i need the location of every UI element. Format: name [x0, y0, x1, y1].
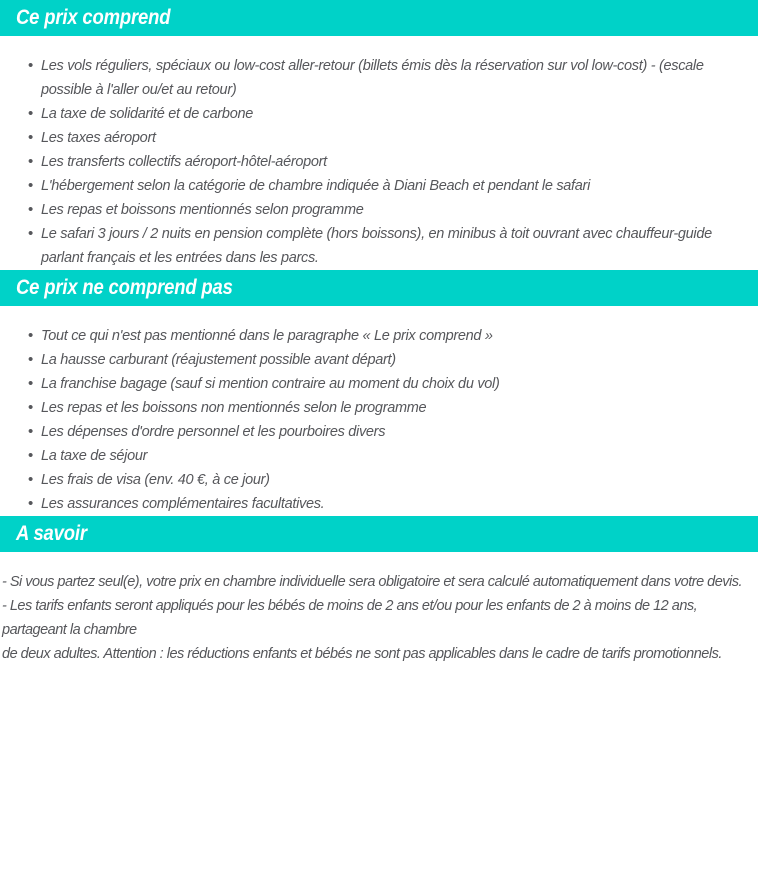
section-price-includes [0, 0, 758, 270]
note-paragraph: de deux adultes. Attention : les réductions enfants et bébés ne sont pas applicables dans le cadre de tarifs promotionnels. [2, 646, 722, 662]
note-paragraph: - Si vous partez seul(e), votre prix en chambre individuelle sera obligatoire et sera calculé automatiquement dans votre devis. [2, 574, 743, 590]
section-good-to-know [0, 516, 758, 666]
section-title: A savoir [16, 522, 87, 545]
good-to-know-text [0, 552, 758, 666]
price-includes-list [0, 36, 758, 270]
list-item: • Les frais de visa (env. 40 €, à ce jour) [41, 468, 738, 492]
section-header-bar [0, 516, 758, 552]
list-item: • Les repas et boissons mentionnés selon programme [41, 198, 738, 222]
price-excludes-list [0, 306, 758, 516]
list-item: • L'hébergement selon la catégorie de chambre indiquée à Diani Beach et pendant le safari [41, 174, 738, 198]
list-item: • Tout ce qui n'est pas mentionné dans le paragraphe « Le prix comprend » [41, 324, 738, 348]
list-item: • La taxe de solidarité et de carbone [41, 102, 738, 126]
list-item: • Les transferts collectifs aéroport-hôtel-aéroport [41, 150, 738, 174]
list-item: • Les repas et les boissons non mentionnés selon le programme [41, 396, 738, 420]
section-header-bar [0, 270, 758, 306]
section-title: Ce prix ne comprend pas [16, 276, 233, 299]
list-item: • La taxe de séjour [41, 444, 738, 468]
list-item: • Le safari 3 jours / 2 nuits en pension complète (hors boissons), en minibus à toit ouvrant avec chauffeur-guide parlant français et les entrées dans les parcs. [41, 222, 738, 270]
section-price-excludes [0, 270, 758, 516]
section-title: Ce prix comprend [16, 6, 171, 29]
list-item: • Les taxes aéroport [41, 126, 738, 150]
list-item: • La hausse carburant (réajustement possible avant départ) [41, 348, 738, 372]
list-item: • La franchise bagage (sauf si mention contraire au moment du choix du vol) [41, 372, 738, 396]
list-item: • Les dépenses d'ordre personnel et les pourboires divers [41, 420, 738, 444]
note-paragraph: - Les tarifs enfants seront appliqués pour les bébés de moins de 2 ans et/ou pour les enfants de 2 à moins de 12 ans, partageant la chambre [2, 598, 698, 638]
section-header-bar [0, 0, 758, 36]
list-item: • Les vols réguliers, spéciaux ou low-cost aller-retour (billets émis dès la réservation sur vol low-cost) - (escale possible à l'aller ou/et au retour) [41, 54, 738, 102]
list-item: • Les assurances complémentaires facultatives. [41, 492, 738, 516]
